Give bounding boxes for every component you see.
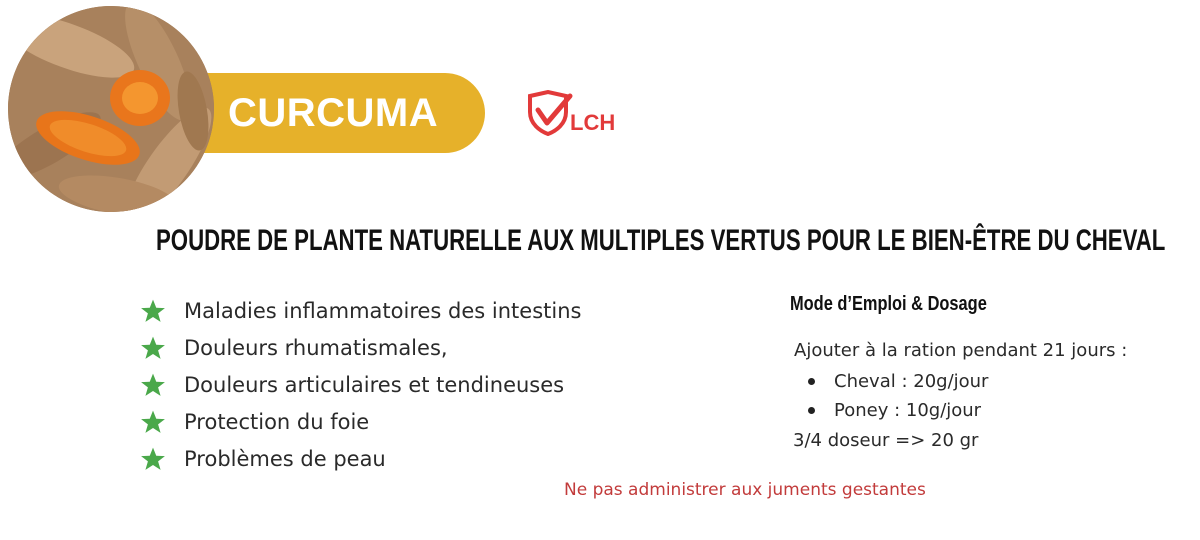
star-icon (140, 446, 166, 472)
benefit-text: Protection du foie (184, 409, 370, 434)
bullet-icon (808, 407, 815, 414)
headline: POUDRE DE PLANTE NATURELLE AUX MULTIPLES VERTUS POUR LE BIEN-ÊTRE DU CHEVAL (156, 224, 1166, 257)
star-icon (140, 409, 166, 435)
mode-emploi-title: Mode d’Emploi & Dosage (790, 293, 987, 315)
benefit-text: Douleurs rhumatismales, (184, 335, 448, 360)
turmeric-photo (8, 6, 214, 212)
dosage-list (808, 367, 988, 425)
logo-text: LCH (570, 110, 616, 135)
lch-logo (526, 90, 636, 136)
list-item (808, 367, 988, 396)
list-item (140, 403, 581, 440)
list-item (140, 366, 581, 403)
product-name: CURCUMA (228, 91, 439, 135)
list-item (808, 396, 988, 425)
mode-emploi-intro: Ajouter à la ration pendant 21 jours : (794, 340, 1128, 361)
dose-text: Poney : 10g/jour (834, 400, 982, 421)
list-item (140, 292, 581, 329)
list-item (140, 440, 581, 477)
doser-note: 3/4 doseur => 20 gr (793, 430, 979, 451)
bullet-icon (808, 378, 815, 385)
benefit-text: Douleurs articulaires et tendineuses (184, 372, 565, 397)
dose-text: Cheval : 20g/jour (834, 371, 989, 392)
warning-text: Ne pas administrer aux juments gestantes (564, 480, 926, 500)
benefit-text: Maladies inflammatoires des intestins (184, 298, 582, 323)
benefit-text: Problèmes de peau (184, 446, 386, 471)
star-icon (140, 335, 166, 361)
star-icon (140, 372, 166, 398)
benefits-list (140, 292, 581, 477)
star-icon (140, 298, 166, 324)
list-item (140, 329, 581, 366)
